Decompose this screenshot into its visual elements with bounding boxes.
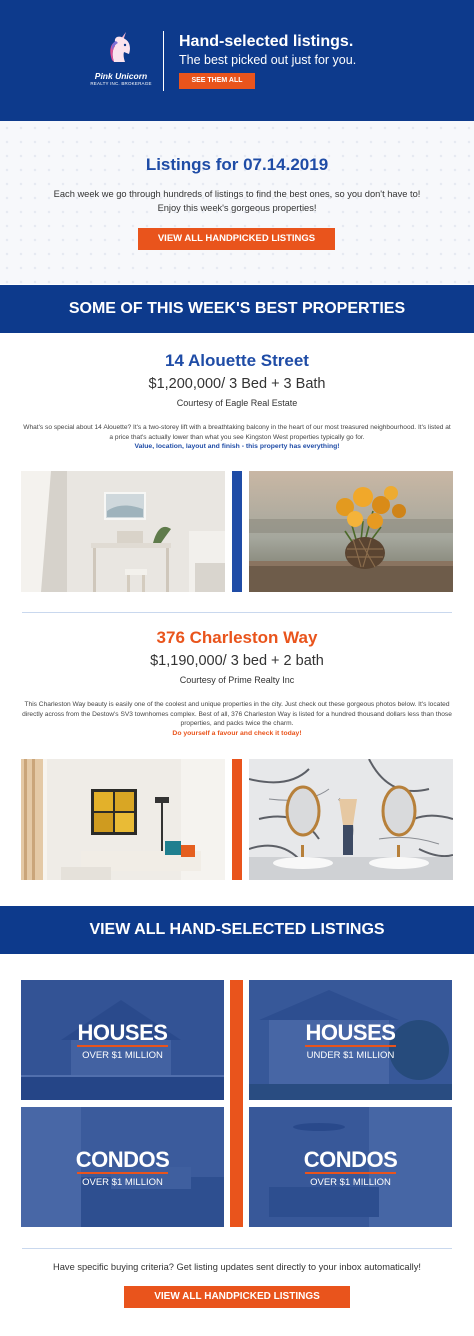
property-2-accent-bar bbox=[232, 759, 242, 880]
property-2-address[interactable]: 376 Charleston Way bbox=[156, 628, 318, 647]
property-1-accent-bar bbox=[232, 471, 242, 592]
tile-1-heading: HOUSES bbox=[77, 1020, 168, 1045]
property-1-photo-balcony[interactable] bbox=[249, 471, 453, 592]
best-properties-heading: SOME OF THIS WEEK'S BEST PROPERTIES bbox=[0, 285, 474, 333]
header-title: Hand-selected listings. bbox=[179, 33, 354, 50]
intro-line-2: Enjoy this week's gorgeous properties! bbox=[157, 203, 317, 213]
tile-condos-over-1m-2[interactable] bbox=[249, 1107, 452, 1227]
tile-1-subheading: OVER $1 MILLION bbox=[82, 1050, 163, 1061]
tile-houses-under-1m[interactable] bbox=[249, 980, 452, 1100]
property-2-courtesy: Courtesy of Prime Realty Inc bbox=[179, 675, 295, 685]
tile-condos-over-1m[interactable] bbox=[21, 1107, 224, 1227]
footer-text: Have specific buying criteria? Get listing updates sent directly to your inbox automatically! bbox=[53, 1262, 421, 1272]
see-them-all-button[interactable]: SEE THEM ALL bbox=[179, 73, 255, 89]
footer-view-all-listings-button[interactable]: VIEW ALL HANDPICKED LISTINGS bbox=[124, 1286, 350, 1308]
tile-2-heading: HOUSES bbox=[305, 1020, 396, 1045]
property-divider bbox=[22, 612, 452, 613]
property-2-photo-living[interactable] bbox=[21, 759, 225, 880]
property-2-cta: Do yourself a favour and check it today! bbox=[172, 730, 302, 737]
property-2-price: $1,190,000/ 3 bed + 2 bath bbox=[150, 653, 324, 669]
living-room-image bbox=[21, 759, 225, 880]
property-1-description: What's so special about 14 Alouette? It's a two-storey lift with a breathtaking balcony in the heart of our most treasured neighbourhood. It's listed at a price that's actually lower than what you see Kingston West properties typically go for. bbox=[23, 424, 451, 441]
logo-subtitle: REALTY INC. BROKERAGE bbox=[90, 81, 152, 86]
intro-section bbox=[0, 121, 474, 284]
tile-4-subheading: OVER $1 MILLION bbox=[310, 1177, 391, 1188]
property-1-photo-interior[interactable] bbox=[21, 471, 225, 592]
view-all-listings-button[interactable]: VIEW ALL HANDPICKED LISTINGS bbox=[138, 228, 335, 250]
property-2-description: This Charleston Way beauty is easily one of the coolest and unique properties in the city. Just check out these gorgeous photos below. It's located directly across from the Destow's SV3 townhomes complex. Best of all, 376 Charleston Way is listed for a hundred thousand dollars less than those properties, and packs twice the charm. bbox=[22, 701, 452, 727]
property-1-address[interactable]: 14 Alouette Street bbox=[165, 351, 309, 370]
bedroom-desk-image bbox=[21, 471, 225, 592]
bathroom-image bbox=[249, 759, 453, 880]
flower-vase-image bbox=[249, 471, 453, 592]
intro-title: Listings for 07.14.2019 bbox=[145, 155, 329, 174]
header-banner bbox=[0, 0, 474, 121]
intro-text bbox=[16, 187, 458, 215]
header-divider bbox=[163, 31, 164, 91]
property-2-photo-bathroom[interactable] bbox=[249, 759, 453, 880]
intro-line-1: Each week we go through hundreds of listings to find the best ones, so you don't have to! bbox=[53, 189, 421, 199]
view-all-listings-heading: VIEW ALL HAND-SELECTED LISTINGS bbox=[0, 906, 474, 954]
header-subtitle: The best picked out just for you. bbox=[179, 53, 357, 67]
footer-divider bbox=[22, 1248, 452, 1249]
property-1-price: $1,200,000/ 3 Bed + 3 Bath bbox=[148, 376, 326, 392]
tile-3-subheading: OVER $1 MILLION bbox=[82, 1177, 163, 1188]
tiles-accent-bar bbox=[230, 980, 243, 1227]
tile-4-heading: CONDOS bbox=[303, 1147, 398, 1172]
tile-3-heading: CONDOS bbox=[75, 1147, 170, 1172]
property-1-courtesy: Courtesy of Eagle Real Estate bbox=[176, 398, 298, 408]
tile-2-subheading: UNDER $1 MILLION bbox=[306, 1050, 395, 1061]
logo[interactable] bbox=[86, 30, 156, 86]
unicorn-logo-icon bbox=[106, 30, 136, 64]
property-1-cta: Value, location, layout and finish - this property has everything! bbox=[134, 443, 340, 450]
logo-name: Pink Unicorn bbox=[94, 71, 148, 81]
tile-houses-over-1m[interactable] bbox=[21, 980, 224, 1100]
